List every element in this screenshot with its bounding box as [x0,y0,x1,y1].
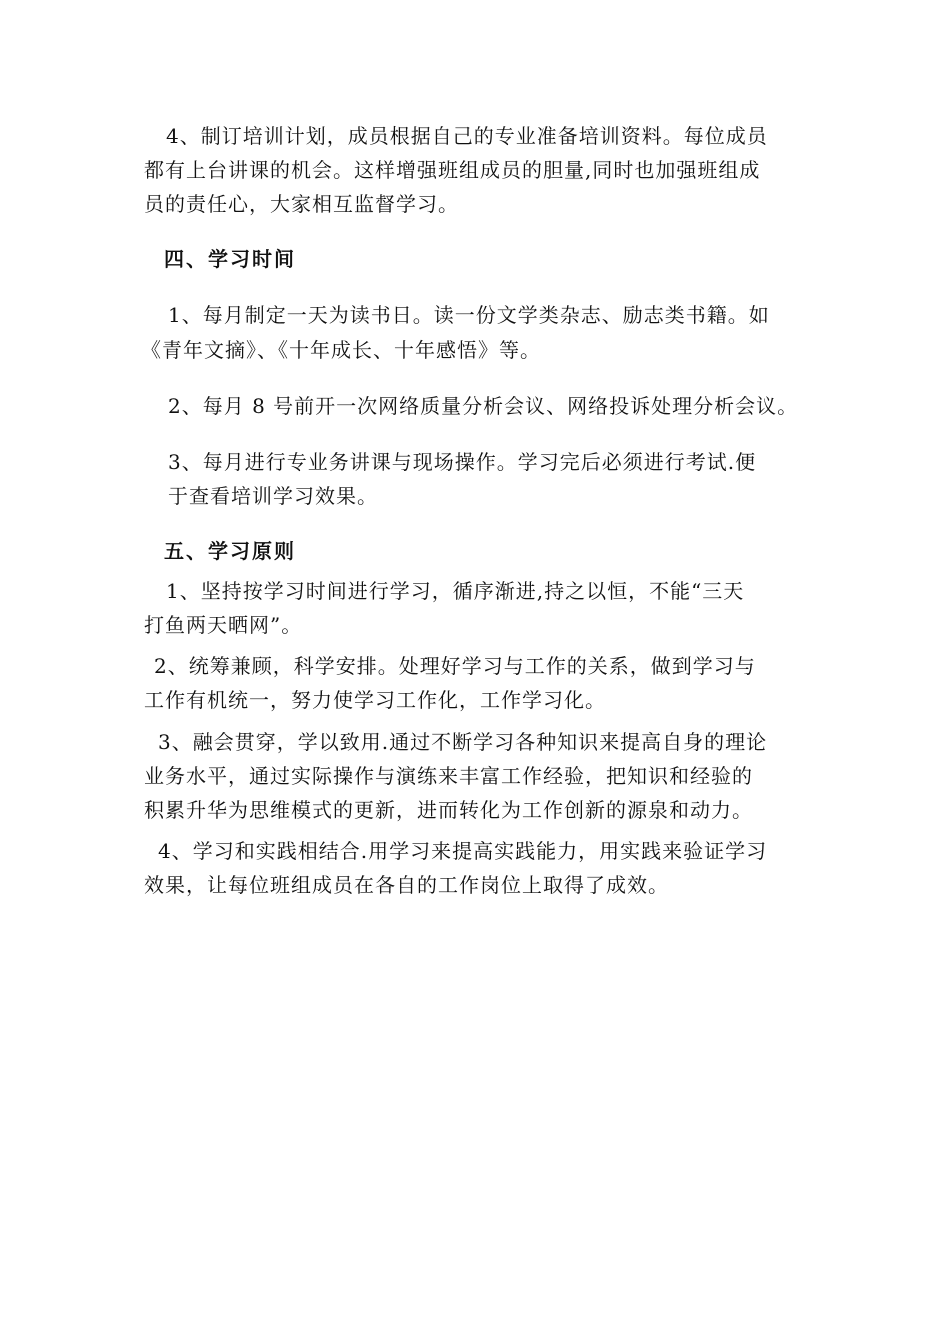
list-item: 3、每月进行专业务讲课与现场操作。学习完后必须进行考试.便 [168,450,757,474]
text-line: 打鱼两天晒网”。 [144,613,303,637]
list-item: 2、每月 8 号前开一次网络质量分析会议、网络投诉处理分析会议。 [168,394,799,418]
list-item: 2、统筹兼顾，科学安排。处理好学习与工作的关系，做到学习与 [154,654,756,678]
text-line: 工作有机统一，努力使学习工作化，工作学习化。 [144,688,606,712]
text-line: 4、制订培训计划，成员根据自己的专业准备培训资料。每位成员 [166,124,768,148]
section-heading-study-principles: 五、学习原则 [164,539,296,563]
list-item: 1、坚持按学习时间进行学习，循序渐进,持之以恒，不能“三天 [166,579,745,603]
text-line: 业务水平，通过实际操作与演练来丰富工作经验，把知识和经验的 [144,764,753,788]
text-line: 《青年文摘》、《十年成长、十年感悟》等。 [141,338,541,362]
text-line: 于查看培训学习效果。 [168,484,378,508]
text-line: 都有上台讲课的机会。这样增强班组成员的胆量,同时也加强班组成 [144,158,761,182]
text-line: 积累升华为思维模式的更新，进而转化为工作创新的源泉和动力。 [144,798,753,822]
list-item: 1、每月制定一天为读书日。读一份文学类杂志、励志类书籍。如 [168,303,770,327]
list-item: 4、学习和实践相结合.用学习来提高实践能力，用实践来验证学习 [158,839,768,863]
text-line: 员的责任心，大家相互监督学习。 [144,192,459,216]
section-heading-study-time: 四、学习时间 [164,247,296,271]
list-item: 3、融会贯穿，学以致用.通过不断学习各种知识来提高自身的理论 [158,730,768,754]
text-line: 效果，让每位班组成员在各自的工作岗位上取得了成效。 [144,873,669,897]
